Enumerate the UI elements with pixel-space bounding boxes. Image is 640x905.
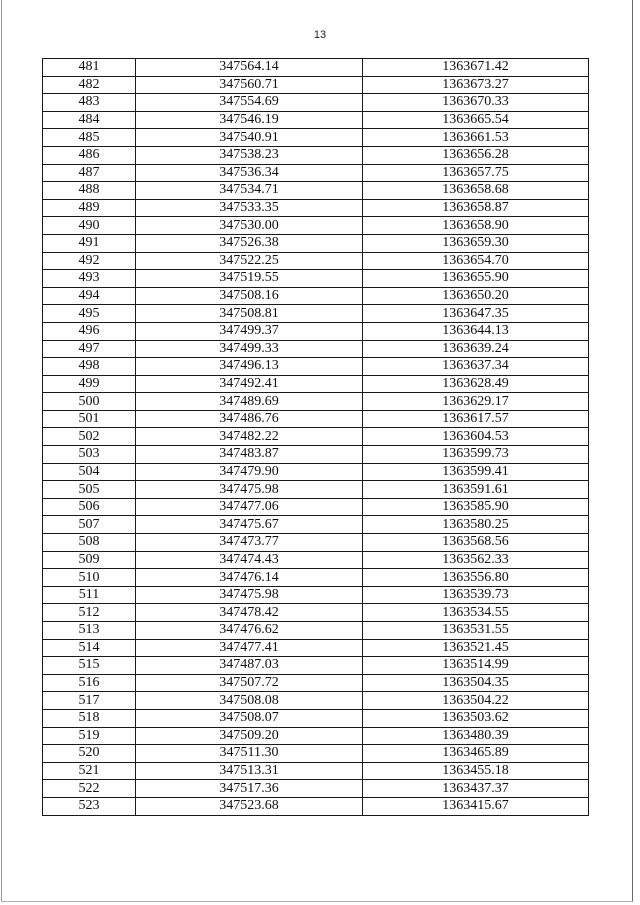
x-coordinate-cell: 347482.22 — [136, 428, 363, 446]
y-coordinate-cell: 1363539.73 — [363, 586, 589, 604]
table-row — [43, 780, 589, 798]
y-coordinate-cell: 1363637.34 — [363, 358, 589, 376]
table-row — [43, 111, 589, 129]
x-coordinate-cell: 347554.69 — [136, 94, 363, 112]
table-row — [43, 446, 589, 464]
point-number-cell: 516 — [43, 674, 136, 692]
x-coordinate-cell: 347533.35 — [136, 199, 363, 217]
table-row — [43, 322, 589, 340]
y-coordinate-cell: 1363504.22 — [363, 692, 589, 710]
point-number-cell: 513 — [43, 622, 136, 640]
y-coordinate-cell: 1363661.53 — [363, 129, 589, 147]
x-coordinate-cell: 347560.71 — [136, 76, 363, 94]
y-coordinate-cell: 1363480.39 — [363, 727, 589, 745]
y-coordinate-cell: 1363655.90 — [363, 270, 589, 288]
table-row — [43, 76, 589, 94]
x-coordinate-cell: 347492.41 — [136, 375, 363, 393]
point-number-cell: 500 — [43, 393, 136, 411]
table-row — [43, 340, 589, 358]
table-row — [43, 604, 589, 622]
point-number-cell: 508 — [43, 534, 136, 552]
y-coordinate-cell: 1363562.33 — [363, 551, 589, 569]
x-coordinate-cell: 347538.23 — [136, 146, 363, 164]
y-coordinate-cell: 1363455.18 — [363, 762, 589, 780]
table-row — [43, 59, 589, 77]
x-coordinate-cell: 347546.19 — [136, 111, 363, 129]
point-number-cell: 491 — [43, 234, 136, 252]
point-number-cell: 487 — [43, 164, 136, 182]
y-coordinate-cell: 1363617.57 — [363, 410, 589, 428]
y-coordinate-cell: 1363659.30 — [363, 234, 589, 252]
point-number-cell: 514 — [43, 639, 136, 657]
y-coordinate-cell: 1363658.68 — [363, 182, 589, 200]
x-coordinate-cell: 347508.07 — [136, 709, 363, 727]
x-coordinate-cell: 347489.69 — [136, 393, 363, 411]
x-coordinate-cell: 347499.33 — [136, 340, 363, 358]
y-coordinate-cell: 1363673.27 — [363, 76, 589, 94]
table-row — [43, 657, 589, 675]
table-row — [43, 410, 589, 428]
point-number-cell: 517 — [43, 692, 136, 710]
y-coordinate-cell: 1363658.90 — [363, 217, 589, 235]
point-number-cell: 484 — [43, 111, 136, 129]
x-coordinate-cell: 347519.55 — [136, 270, 363, 288]
table-row — [43, 164, 589, 182]
table-row — [43, 762, 589, 780]
table-row — [43, 129, 589, 147]
table-row — [43, 727, 589, 745]
y-coordinate-cell: 1363521.45 — [363, 639, 589, 657]
x-coordinate-cell: 347479.90 — [136, 463, 363, 481]
table-row — [43, 375, 589, 393]
y-coordinate-cell: 1363647.35 — [363, 305, 589, 323]
point-number-cell: 498 — [43, 358, 136, 376]
x-coordinate-cell: 347508.08 — [136, 692, 363, 710]
x-coordinate-cell: 347523.68 — [136, 797, 363, 815]
table-row — [43, 551, 589, 569]
point-number-cell: 507 — [43, 516, 136, 534]
point-number-cell: 512 — [43, 604, 136, 622]
point-number-cell: 493 — [43, 270, 136, 288]
y-coordinate-cell: 1363604.53 — [363, 428, 589, 446]
point-number-cell: 504 — [43, 463, 136, 481]
x-coordinate-cell: 347508.81 — [136, 305, 363, 323]
coordinates-table-body — [43, 59, 589, 816]
point-number-cell: 483 — [43, 94, 136, 112]
x-coordinate-cell: 347517.36 — [136, 780, 363, 798]
point-number-cell: 505 — [43, 481, 136, 499]
x-coordinate-cell: 347540.91 — [136, 129, 363, 147]
table-row — [43, 234, 589, 252]
table-row — [43, 534, 589, 552]
table-row — [43, 797, 589, 815]
x-coordinate-cell: 347478.42 — [136, 604, 363, 622]
y-coordinate-cell: 1363658.87 — [363, 199, 589, 217]
point-number-cell: 502 — [43, 428, 136, 446]
table-row — [43, 146, 589, 164]
x-coordinate-cell: 347508.16 — [136, 287, 363, 305]
point-number-cell: 511 — [43, 586, 136, 604]
y-coordinate-cell: 1363534.55 — [363, 604, 589, 622]
x-coordinate-cell: 347477.06 — [136, 498, 363, 516]
table-row — [43, 586, 589, 604]
table-row — [43, 569, 589, 587]
table-row — [43, 305, 589, 323]
point-number-cell: 499 — [43, 375, 136, 393]
point-number-cell: 488 — [43, 182, 136, 200]
point-number-cell: 523 — [43, 797, 136, 815]
x-coordinate-cell: 347475.67 — [136, 516, 363, 534]
point-number-cell: 482 — [43, 76, 136, 94]
y-coordinate-cell: 1363415.67 — [363, 797, 589, 815]
x-coordinate-cell: 347483.87 — [136, 446, 363, 464]
x-coordinate-cell: 347534.71 — [136, 182, 363, 200]
x-coordinate-cell: 347530.00 — [136, 217, 363, 235]
x-coordinate-cell: 347511.30 — [136, 745, 363, 763]
point-number-cell: 481 — [43, 59, 136, 77]
table-row — [43, 270, 589, 288]
point-number-cell: 521 — [43, 762, 136, 780]
table-row — [43, 745, 589, 763]
point-number-cell: 520 — [43, 745, 136, 763]
point-number-cell: 510 — [43, 569, 136, 587]
y-coordinate-cell: 1363531.55 — [363, 622, 589, 640]
y-coordinate-cell: 1363650.20 — [363, 287, 589, 305]
point-number-cell: 522 — [43, 780, 136, 798]
table-row — [43, 463, 589, 481]
table-row — [43, 217, 589, 235]
table-row — [43, 516, 589, 534]
point-number-cell: 496 — [43, 322, 136, 340]
y-coordinate-cell: 1363580.25 — [363, 516, 589, 534]
point-number-cell: 489 — [43, 199, 136, 217]
point-number-cell: 485 — [43, 129, 136, 147]
table-row — [43, 622, 589, 640]
y-coordinate-cell: 1363671.42 — [363, 59, 589, 77]
point-number-cell: 497 — [43, 340, 136, 358]
y-coordinate-cell: 1363628.49 — [363, 375, 589, 393]
x-coordinate-cell: 347509.20 — [136, 727, 363, 745]
x-coordinate-cell: 347499.37 — [136, 322, 363, 340]
table-row — [43, 481, 589, 499]
y-coordinate-cell: 1363656.28 — [363, 146, 589, 164]
table-row — [43, 692, 589, 710]
x-coordinate-cell: 347496.13 — [136, 358, 363, 376]
x-coordinate-cell: 347522.25 — [136, 252, 363, 270]
x-coordinate-cell: 347513.31 — [136, 762, 363, 780]
y-coordinate-cell: 1363585.90 — [363, 498, 589, 516]
x-coordinate-cell: 347475.98 — [136, 481, 363, 499]
y-coordinate-cell: 1363556.80 — [363, 569, 589, 587]
y-coordinate-cell: 1363599.73 — [363, 446, 589, 464]
table-row — [43, 252, 589, 270]
y-coordinate-cell: 1363437.37 — [363, 780, 589, 798]
x-coordinate-cell: 347536.34 — [136, 164, 363, 182]
point-number-cell: 506 — [43, 498, 136, 516]
y-coordinate-cell: 1363591.61 — [363, 481, 589, 499]
table-row — [43, 94, 589, 112]
x-coordinate-cell: 347474.43 — [136, 551, 363, 569]
y-coordinate-cell: 1363514.99 — [363, 657, 589, 675]
y-coordinate-cell: 1363465.89 — [363, 745, 589, 763]
x-coordinate-cell: 347486.76 — [136, 410, 363, 428]
y-coordinate-cell: 1363639.24 — [363, 340, 589, 358]
point-number-cell: 486 — [43, 146, 136, 164]
coordinates-table — [42, 58, 589, 816]
x-coordinate-cell: 347487.03 — [136, 657, 363, 675]
x-coordinate-cell: 347476.62 — [136, 622, 363, 640]
point-number-cell: 501 — [43, 410, 136, 428]
point-number-cell: 515 — [43, 657, 136, 675]
table-row — [43, 358, 589, 376]
y-coordinate-cell: 1363629.17 — [363, 393, 589, 411]
y-coordinate-cell: 1363503.62 — [363, 709, 589, 727]
x-coordinate-cell: 347507.72 — [136, 674, 363, 692]
point-number-cell: 492 — [43, 252, 136, 270]
y-coordinate-cell: 1363665.54 — [363, 111, 589, 129]
y-coordinate-cell: 1363670.33 — [363, 94, 589, 112]
point-number-cell: 519 — [43, 727, 136, 745]
x-coordinate-cell: 347477.41 — [136, 639, 363, 657]
x-coordinate-cell: 347475.98 — [136, 586, 363, 604]
x-coordinate-cell: 347526.38 — [136, 234, 363, 252]
point-number-cell: 509 — [43, 551, 136, 569]
page-number: 13 — [313, 29, 327, 41]
point-number-cell: 503 — [43, 446, 136, 464]
table-row — [43, 287, 589, 305]
table-row — [43, 199, 589, 217]
table-row — [43, 393, 589, 411]
table-row — [43, 674, 589, 692]
table-row — [43, 182, 589, 200]
y-coordinate-cell: 1363657.75 — [363, 164, 589, 182]
table-row — [43, 428, 589, 446]
y-coordinate-cell: 1363568.56 — [363, 534, 589, 552]
table-row — [43, 639, 589, 657]
x-coordinate-cell: 347473.77 — [136, 534, 363, 552]
y-coordinate-cell: 1363599.41 — [363, 463, 589, 481]
y-coordinate-cell: 1363504.35 — [363, 674, 589, 692]
y-coordinate-cell: 1363654.70 — [363, 252, 589, 270]
x-coordinate-cell: 347564.14 — [136, 59, 363, 77]
table-row — [43, 709, 589, 727]
table-row — [43, 498, 589, 516]
point-number-cell: 518 — [43, 709, 136, 727]
y-coordinate-cell: 1363644.13 — [363, 322, 589, 340]
point-number-cell: 495 — [43, 305, 136, 323]
x-coordinate-cell: 347476.14 — [136, 569, 363, 587]
point-number-cell: 490 — [43, 217, 136, 235]
point-number-cell: 494 — [43, 287, 136, 305]
